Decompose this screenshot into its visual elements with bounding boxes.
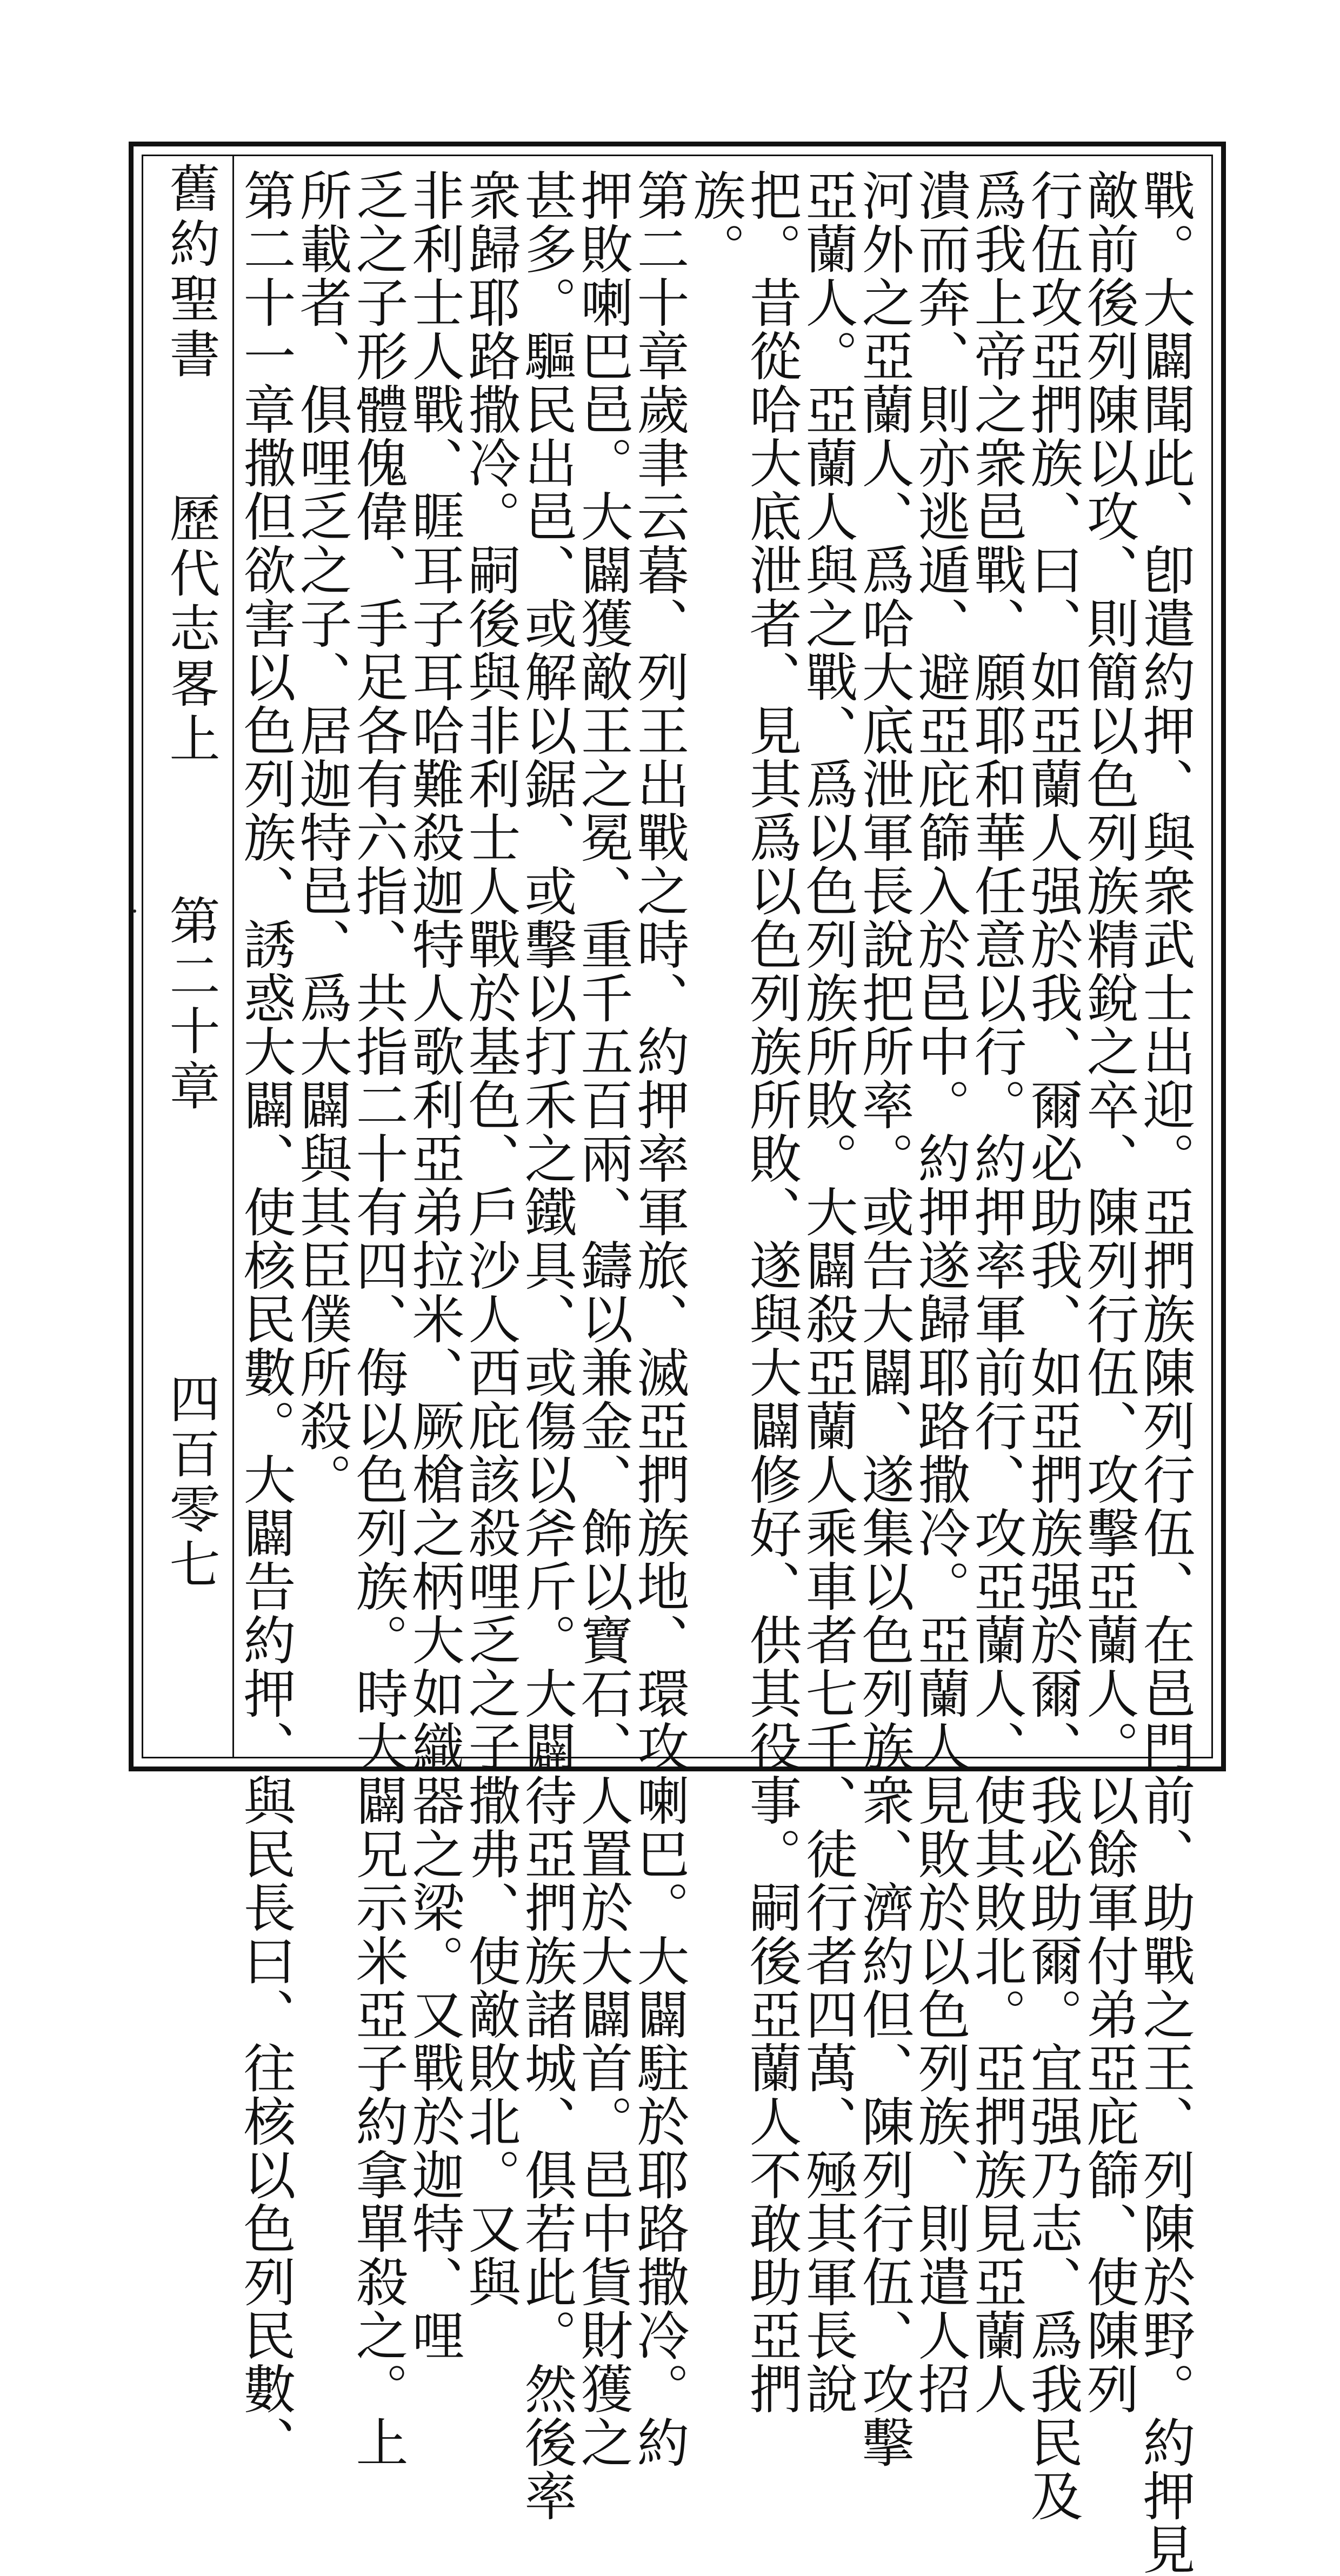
text-column-7: 亞蘭人。亞蘭人與之戰、爲以色列族所敗。大闢殺亞蘭人乘車者七千、徒行者四萬、殛其軍長說 [797, 169, 858, 2416]
text-column-10: 第二十章歲聿云暮、列王出戰之時、約押率軍旅、滅亞捫族地、環攻喇巴。大闢駐於耶路撒冷。約 [628, 169, 689, 2469]
text-column-8: 把。昔從哈大底泄者、見其爲以色列族所敗、遂與大闢修好、供其役事。嗣後亞蘭人不敢助亞捫 [741, 169, 802, 2416]
text-column-4: 爲我上帝之衆邑戰、願耶和華任意以行。約押率軍前行、攻亞蘭人、使其敗北。亞捫族見亞蘭人 [965, 169, 1026, 2416]
section-title: 歷代志畧上 [161, 492, 219, 767]
text-column-12: 甚多。驅民出邑、或解以鋸、或擊以打禾之鐵具、或傷以斧斤。大闢待亞捫族諸城、俱若此。然後率 [516, 169, 577, 2523]
text-column-17: 第二十一章撒但欲害以色列族、誘惑大闢、使核民數。大闢告約押、與民長曰、往核以色列民數、 [235, 169, 296, 2469]
text-column-13: 衆歸耶路撒冷。嗣後與非利士人戰於基色、戶沙人西庇該殺哩乏之子撒弗、使敵敗北。又與 [459, 169, 521, 2309]
stray-ink-dot [133, 909, 136, 913]
chapter-label: 第二十章 [161, 894, 219, 1115]
text-column-15: 乏之子形體傀偉、手足各有六指、共指二十有四、侮以色列族。時大闢兄示米亞子約拿單殺之。上 [347, 169, 408, 2469]
text-column-11: 押敗喇巴邑。大闢獲敵王之冕、重千五百兩、鑄以兼金、飾以寶石、人置於大闢首。邑中貨財獲之 [572, 169, 633, 2469]
page-number: 四百零七 [161, 1373, 219, 1593]
text-column-5: 潰而奔、則亦逃遁、避亞庇篩入於邑中。約押遂歸耶路撒冷。亞蘭人見敗於以色列族、則遣人招 [909, 169, 970, 2416]
text-column-9: 族。 [684, 169, 745, 276]
text-column-14: 非利士人戰、睚耳子耳哈難殺迦特人歌利亞弟拉米、厥槍之柄大如織器之梁。又戰於迦特、哩 [403, 169, 464, 2362]
text-column-16: 所載者、俱哩乏之子、居迦特邑、爲大闢與其臣僕所殺。 [291, 169, 352, 1506]
text-column-3: 行伍攻亞捫族、曰、如亞蘭人强於我、爾必助我、如亞捫族强於爾、我必助爾。宜强乃志、爲我民及 [1022, 169, 1083, 2523]
text-column-1: 戰。大闢聞此、卽遣約押、與衆武士出迎。亞捫族陳列行伍、在邑門前、助戰之王、列陳於野。約押見 [1134, 169, 1195, 2576]
text-column-6: 河外之亞蘭人、爲哈大底泄軍長說把所率。或告大闢、遂集以色列族衆、濟約但、陳列行伍、攻擊 [853, 169, 914, 2469]
book-title: 舊約聖書 [161, 162, 219, 383]
text-column-2: 敵前後列陳以攻、則簡以色列族精銳之卒、陳列行伍、攻擊亞蘭人。以餘軍付弟亞庇篩、使陳列 [1078, 169, 1139, 2416]
margin-divider [232, 156, 234, 1757]
